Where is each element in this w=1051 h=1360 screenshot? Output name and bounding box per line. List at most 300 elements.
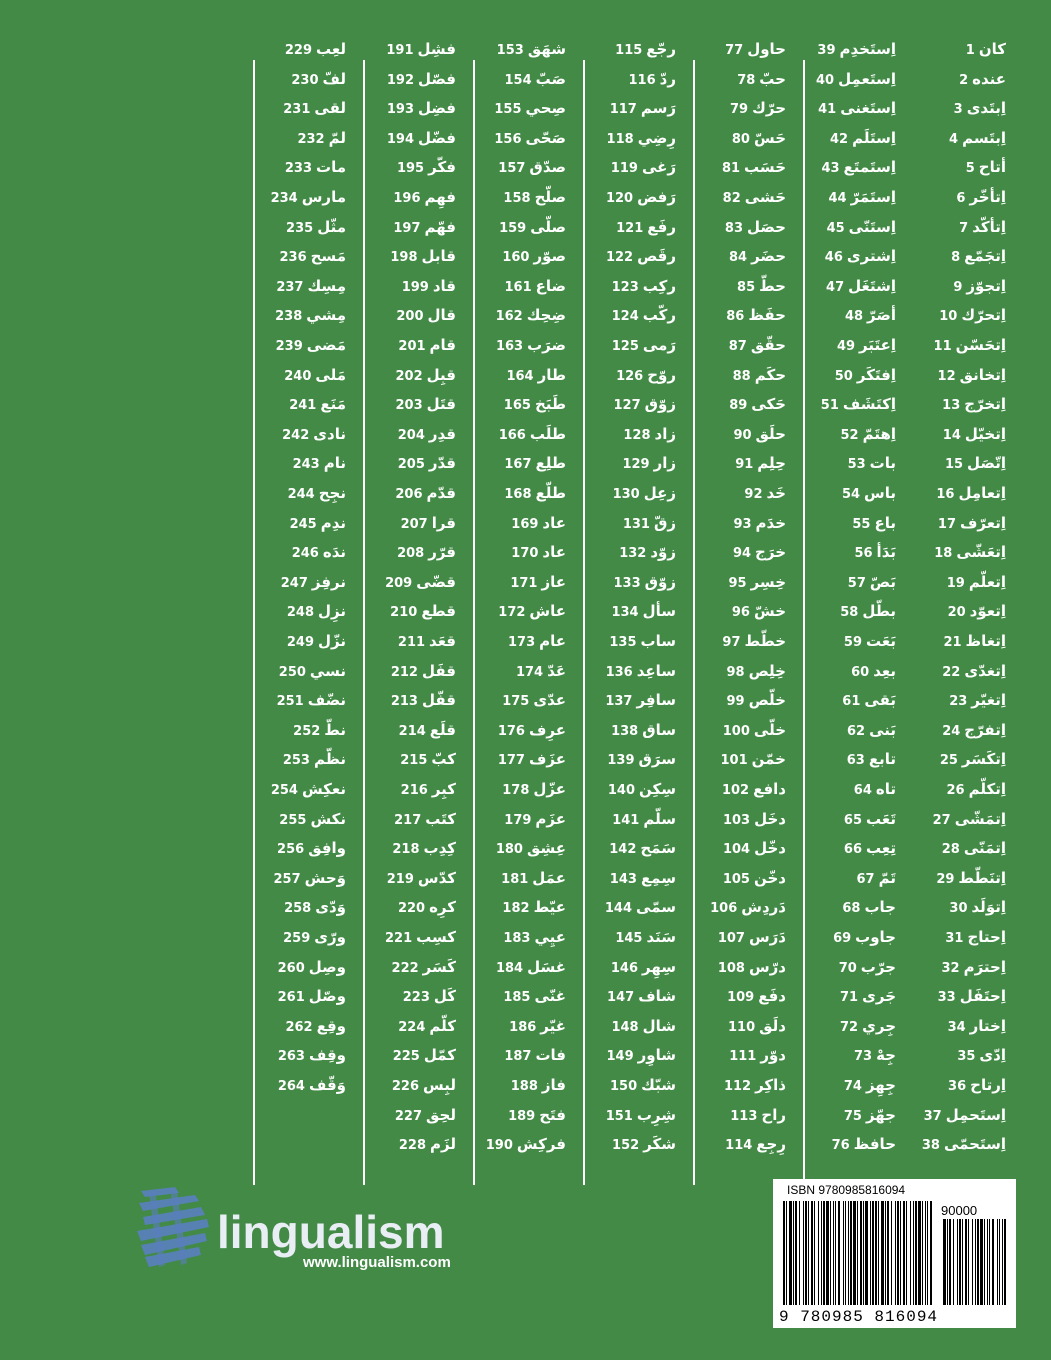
verb-entry bbox=[844, 1101, 896, 1129]
verb-word: اِتأكّد bbox=[972, 217, 1006, 236]
verb-number: 167 bbox=[504, 457, 532, 473]
verb-number: 88 bbox=[732, 368, 751, 384]
verb-entry bbox=[724, 1071, 786, 1099]
verb-number: 240 bbox=[284, 368, 312, 384]
verb-entry bbox=[837, 331, 896, 359]
verb-word: كلّم bbox=[429, 1016, 456, 1035]
verb-entry bbox=[623, 509, 676, 537]
verb-number: 100 bbox=[722, 723, 750, 739]
verb-entry bbox=[611, 716, 676, 744]
verb-entry bbox=[840, 597, 896, 625]
verb-word: اِتخرّج bbox=[964, 395, 1006, 414]
verb-word: غنّى bbox=[534, 987, 566, 1006]
verb-entry bbox=[840, 982, 896, 1010]
verb-number: 55 bbox=[852, 516, 871, 532]
verb-entry bbox=[285, 153, 346, 181]
verb-number: 174 bbox=[515, 664, 544, 680]
verb-number: 137 bbox=[605, 694, 633, 710]
verb-number: 211 bbox=[397, 635, 426, 650]
verb-entry bbox=[503, 982, 566, 1010]
verb-number: 219 bbox=[386, 871, 414, 887]
verb-word: باع bbox=[874, 513, 896, 532]
verb-word: سمّى bbox=[636, 898, 676, 917]
verb-entry bbox=[722, 627, 786, 655]
verb-word: نطّ bbox=[324, 720, 346, 739]
verb-word: فاز bbox=[541, 1076, 566, 1094]
verb-number: 110 bbox=[728, 1019, 756, 1035]
verb-word: وَقّف bbox=[308, 1076, 346, 1094]
verb-number: 149 bbox=[606, 1049, 634, 1065]
verb-number: 244 bbox=[287, 487, 315, 502]
verb-word: بات bbox=[869, 454, 896, 473]
verb-number: 11 bbox=[933, 339, 952, 354]
verb-number: 93 bbox=[733, 516, 752, 532]
verb-entry bbox=[613, 479, 676, 507]
verb-entry bbox=[396, 390, 456, 418]
verb-word: نزِل bbox=[318, 602, 346, 621]
verb-number: 232 bbox=[297, 131, 325, 147]
verb-number: 1 bbox=[965, 43, 975, 58]
verb-word: طلَب bbox=[529, 424, 566, 443]
verb-entry bbox=[398, 420, 456, 448]
verb-word: جهّز bbox=[865, 1105, 896, 1124]
verb-number: 249 bbox=[286, 635, 315, 650]
verb-word: اِتّصَل bbox=[967, 454, 1006, 473]
verb-word: عنده bbox=[972, 69, 1006, 88]
verb-entry bbox=[612, 331, 676, 359]
verb-number: 154 bbox=[504, 72, 532, 88]
verb-number: 223 bbox=[402, 990, 430, 1006]
verb-word: كدّس bbox=[417, 868, 456, 887]
verb-number: 118 bbox=[606, 131, 634, 147]
verb-number: 80 bbox=[731, 131, 750, 147]
verb-entry bbox=[938, 361, 1006, 389]
verb-number: 43 bbox=[821, 161, 840, 177]
verb-word: اِشترى bbox=[846, 247, 896, 266]
verb-entry bbox=[392, 1071, 456, 1099]
verb-entry bbox=[501, 864, 566, 892]
verb-word: اِتغيّر bbox=[971, 691, 1006, 710]
verb-entry bbox=[385, 923, 456, 951]
verb-number: 150 bbox=[610, 1079, 638, 1094]
verb-entry bbox=[829, 183, 897, 211]
verb-number: 114 bbox=[725, 1138, 753, 1154]
verb-number: 172 bbox=[498, 605, 526, 621]
verb-word: شهَق bbox=[527, 40, 566, 58]
verb-word: سِمِع bbox=[640, 868, 676, 887]
verb-number: 198 bbox=[390, 250, 418, 266]
verb-word: صَحّى bbox=[525, 128, 566, 147]
verb-word: اِستَحمِل bbox=[945, 1105, 1006, 1124]
verb-entry bbox=[938, 509, 1006, 537]
verb-entry bbox=[957, 1041, 1006, 1069]
verb-number: 7 bbox=[959, 220, 969, 236]
verb-number: 121 bbox=[616, 220, 644, 236]
verb-entry bbox=[504, 1041, 566, 1069]
verb-entry bbox=[842, 479, 896, 507]
verb-number: 99 bbox=[726, 694, 745, 710]
verb-entry bbox=[387, 94, 456, 122]
verb-word: عاد bbox=[542, 513, 566, 532]
verb-word: خدَم bbox=[755, 513, 786, 532]
verb-entry bbox=[848, 449, 896, 477]
verb-entry bbox=[502, 893, 566, 921]
verb-entry bbox=[392, 953, 456, 981]
verb-word: اِتمَشّى bbox=[954, 809, 1006, 828]
verb-number: 106 bbox=[710, 901, 738, 917]
verb-word: سِكِن bbox=[639, 780, 676, 798]
verb-word: صلّى bbox=[530, 217, 566, 236]
verb-number: 113 bbox=[730, 1108, 758, 1124]
verb-number: 67 bbox=[856, 871, 875, 887]
verb-number: 145 bbox=[615, 931, 643, 946]
verb-entry bbox=[494, 94, 566, 122]
verb-word: دَردِش bbox=[741, 898, 786, 917]
verb-number: 259 bbox=[283, 931, 311, 946]
verb-word: دَرَس bbox=[748, 928, 786, 946]
verb-entry bbox=[613, 568, 676, 596]
verb-number: 255 bbox=[279, 812, 307, 828]
verb-entry bbox=[511, 538, 566, 566]
verb-word: بَقى bbox=[864, 691, 896, 710]
verb-word: ساق bbox=[642, 720, 676, 739]
verb-entry bbox=[611, 953, 676, 981]
verb-entry bbox=[619, 538, 676, 566]
verb-number: 39 bbox=[817, 43, 836, 58]
verb-word: حرّك bbox=[752, 99, 786, 118]
verb-word: خلّص bbox=[748, 691, 786, 710]
verb-word: فات bbox=[535, 1046, 566, 1065]
verb-number: 142 bbox=[609, 842, 637, 858]
verb-number: 199 bbox=[401, 279, 429, 295]
verb-entry bbox=[387, 124, 456, 152]
verb-entry bbox=[289, 390, 346, 418]
verb-entry bbox=[732, 597, 786, 625]
verb-number: 204 bbox=[397, 427, 425, 443]
verb-entry bbox=[966, 153, 1006, 181]
verb-entry bbox=[511, 1071, 566, 1099]
verb-entry bbox=[398, 331, 456, 359]
verb-entry bbox=[727, 982, 786, 1010]
verb-entry bbox=[720, 745, 786, 773]
verb-entry bbox=[616, 361, 676, 389]
verb-number: 229 bbox=[284, 43, 313, 58]
verb-entry bbox=[825, 242, 896, 270]
verb-word: زار bbox=[653, 454, 676, 473]
verb-column bbox=[790, 30, 900, 1160]
verb-entry bbox=[725, 213, 786, 241]
verb-number: 144 bbox=[604, 901, 633, 917]
verb-word: اِحترَم bbox=[963, 957, 1006, 976]
verb-number: 166 bbox=[498, 427, 526, 443]
verb-number: 221 bbox=[384, 931, 413, 946]
verb-entry bbox=[609, 834, 676, 862]
verb-number: 85 bbox=[737, 279, 756, 295]
verb-entry bbox=[727, 657, 787, 685]
verb-word: زوّد bbox=[650, 543, 676, 562]
verb-number: 14 bbox=[942, 427, 961, 443]
verb-entry bbox=[277, 686, 346, 714]
verb-number: 105 bbox=[722, 871, 750, 887]
verb-word: ركِب bbox=[642, 276, 676, 295]
verb-number: 215 bbox=[400, 753, 428, 769]
verb-number: 263 bbox=[277, 1049, 305, 1065]
verb-number: 77 bbox=[725, 43, 744, 58]
verb-number: 47 bbox=[826, 279, 845, 295]
verb-number: 197 bbox=[393, 220, 421, 236]
verb-number: 41 bbox=[818, 102, 837, 118]
verb-entry bbox=[733, 420, 786, 448]
verb-entry bbox=[629, 65, 676, 93]
verb-word: عاز bbox=[541, 572, 566, 591]
verb-number: 54 bbox=[841, 487, 861, 502]
verb-number: 179 bbox=[504, 812, 532, 828]
verb-word: لزَم bbox=[430, 1135, 456, 1154]
verb-number: 52 bbox=[840, 427, 859, 443]
verb-word: كبِر bbox=[431, 780, 456, 798]
verb-word: لقى bbox=[314, 99, 346, 118]
verb-number: 116 bbox=[628, 72, 656, 88]
verb-number: 36 bbox=[948, 1079, 967, 1094]
verb-word: لبِس bbox=[423, 1076, 456, 1094]
verb-entry bbox=[623, 420, 676, 448]
verb-entry bbox=[504, 272, 566, 300]
barcode-digits: 9 780985 816094 bbox=[779, 1308, 939, 1326]
verb-number: 157 bbox=[498, 161, 526, 177]
verb-entry bbox=[857, 864, 897, 892]
verb-word: اِستَمتَع bbox=[843, 158, 896, 177]
verb-number: 252 bbox=[293, 723, 321, 739]
verb-word: قفَل bbox=[421, 661, 456, 680]
verb-word: اِتكَسَر bbox=[961, 750, 1006, 769]
verb-entry bbox=[387, 65, 456, 93]
verb-entry bbox=[297, 124, 346, 152]
verb-entry bbox=[725, 35, 786, 63]
verb-word: رِضِي bbox=[637, 128, 676, 147]
verb-number: 13 bbox=[942, 398, 961, 414]
verb-number: 82 bbox=[722, 191, 741, 206]
verb-number: 224 bbox=[398, 1019, 426, 1035]
verb-word: فكّر bbox=[428, 158, 456, 177]
verb-entry bbox=[945, 449, 1006, 477]
verb-number: 115 bbox=[615, 43, 643, 58]
verb-number: 236 bbox=[279, 250, 307, 266]
verb-entry bbox=[279, 242, 346, 270]
verb-word: ساعِد bbox=[636, 661, 676, 680]
verb-word: غسَل bbox=[527, 957, 566, 976]
verb-entry bbox=[948, 1012, 1006, 1040]
verb-entry bbox=[606, 242, 676, 270]
verb-entry bbox=[610, 94, 676, 122]
verb-number: 210 bbox=[390, 605, 418, 621]
verb-number: 59 bbox=[843, 635, 863, 650]
verb-entry bbox=[942, 390, 1006, 418]
verb-number: 234 bbox=[270, 191, 298, 206]
verb-entry bbox=[607, 982, 676, 1010]
verb-number: 74 bbox=[843, 1079, 862, 1094]
verb-word: صلّح bbox=[534, 188, 566, 206]
verb-entry bbox=[393, 183, 456, 211]
verb-number: 35 bbox=[957, 1049, 976, 1065]
verb-number: 212 bbox=[390, 664, 418, 680]
verb-number: 131 bbox=[622, 516, 650, 532]
verb-word: حبّ bbox=[759, 69, 786, 88]
verb-number: 23 bbox=[949, 694, 968, 710]
verb-word: شكَر bbox=[643, 1135, 676, 1154]
verb-entry bbox=[936, 479, 1006, 507]
verb-entry bbox=[285, 1012, 346, 1040]
verb-number: 81 bbox=[721, 161, 741, 177]
verb-number: 64 bbox=[853, 783, 872, 798]
verb-entry bbox=[502, 775, 566, 803]
verb-entry bbox=[606, 183, 676, 211]
verb-word: فهِم bbox=[424, 188, 456, 206]
verb-entry bbox=[951, 242, 1006, 270]
verb-word: اِشتَغَل bbox=[848, 276, 896, 295]
verb-entry bbox=[293, 716, 346, 744]
verb-number: 141 bbox=[612, 812, 640, 828]
verb-word: زوّق bbox=[644, 572, 676, 591]
verb-number: 44 bbox=[828, 191, 847, 206]
verb-entry bbox=[816, 65, 896, 93]
verb-entry bbox=[287, 597, 346, 625]
verb-word: اِبتَسم bbox=[962, 128, 1006, 147]
verb-word: اِتعوّد bbox=[969, 602, 1006, 621]
verb-word: خمّن bbox=[751, 750, 786, 769]
barcode-bars bbox=[783, 1201, 1008, 1309]
verb-number: 181 bbox=[501, 871, 529, 887]
verb-word: مِشي bbox=[306, 306, 346, 325]
verb-entry bbox=[737, 65, 786, 93]
verb-word: خَد bbox=[766, 484, 786, 502]
verb-number: 56 bbox=[854, 546, 873, 562]
verb-number: 125 bbox=[611, 339, 639, 354]
verb-entry bbox=[486, 1130, 566, 1158]
verb-entry bbox=[737, 272, 786, 300]
verb-number: 66 bbox=[843, 842, 863, 858]
verb-word: زاد bbox=[654, 424, 676, 443]
verb-number: 155 bbox=[494, 102, 522, 118]
verb-word: بَعَت bbox=[866, 632, 896, 650]
verb-number: 95 bbox=[728, 575, 747, 591]
verb-number: 190 bbox=[485, 1138, 513, 1154]
verb-number: 62 bbox=[846, 723, 866, 739]
verb-number: 261 bbox=[277, 990, 305, 1006]
verb-number: 17 bbox=[937, 516, 956, 532]
verb-word: شاوِر bbox=[637, 1046, 676, 1065]
verb-word: رَفض bbox=[637, 188, 676, 206]
verb-entry bbox=[817, 35, 896, 63]
verb-entry bbox=[615, 35, 676, 63]
verb-entry bbox=[499, 420, 566, 448]
verb-entry bbox=[504, 805, 566, 833]
verb-word: سَنَد bbox=[646, 928, 676, 946]
verb-word: عزّل bbox=[533, 780, 566, 798]
verb-entry bbox=[293, 449, 346, 477]
verb-word: ندِم bbox=[320, 513, 346, 532]
verb-entry bbox=[827, 213, 896, 241]
verb-word: اِستَحمّى bbox=[943, 1135, 1006, 1154]
price-code: 90000 bbox=[941, 1203, 978, 1218]
verb-word: اِتغاظ bbox=[965, 632, 1006, 650]
verb-entry bbox=[278, 1071, 346, 1099]
verb-word: وَدّى bbox=[315, 898, 346, 917]
verb-entry bbox=[499, 213, 566, 241]
verb-entry bbox=[398, 449, 456, 477]
verb-number: 177 bbox=[497, 753, 525, 769]
verb-number: 209 bbox=[385, 575, 413, 591]
verb-number: 12 bbox=[937, 368, 956, 384]
verb-word: حَسَب bbox=[744, 158, 786, 177]
verb-entry bbox=[287, 627, 346, 655]
verb-number: 235 bbox=[286, 220, 314, 236]
verb-entry bbox=[729, 390, 786, 418]
verb-entry bbox=[612, 1130, 676, 1158]
verb-word: تاه bbox=[875, 780, 896, 798]
verb-number: 78 bbox=[737, 72, 756, 88]
verb-number: 180 bbox=[495, 842, 523, 858]
verb-number: 143 bbox=[609, 871, 637, 887]
verb-entry bbox=[948, 597, 1006, 625]
verb-entry bbox=[498, 716, 566, 744]
verb-word: فتَح bbox=[539, 1105, 566, 1124]
verb-word: دوّر bbox=[760, 1046, 786, 1065]
verb-number: 6 bbox=[956, 191, 966, 206]
verb-entry bbox=[940, 745, 1006, 773]
verb-entry bbox=[398, 627, 456, 655]
verb-word: اِختار bbox=[969, 1016, 1006, 1035]
verb-word: قطع bbox=[421, 602, 456, 621]
verb-entry bbox=[922, 1130, 1006, 1158]
verb-number: 218 bbox=[392, 842, 420, 858]
verb-word: شِرِب bbox=[636, 1105, 676, 1124]
verb-entry bbox=[285, 35, 346, 63]
verb-number: 195 bbox=[396, 161, 425, 177]
verb-number: 205 bbox=[397, 457, 425, 473]
verb-number: 140 bbox=[607, 783, 636, 798]
verb-number: 102 bbox=[721, 783, 750, 798]
verb-entry bbox=[286, 213, 346, 241]
verb-word: عدّى bbox=[533, 691, 566, 710]
verb-entry bbox=[279, 657, 346, 685]
verb-word: حلَق bbox=[755, 424, 786, 443]
verb-entry bbox=[844, 627, 896, 655]
verb-number: 158 bbox=[503, 191, 531, 206]
verb-entry bbox=[506, 361, 566, 389]
verb-entry bbox=[396, 361, 456, 389]
verb-number: 50 bbox=[834, 368, 853, 384]
verb-entry bbox=[606, 1101, 676, 1129]
verb-number: 159 bbox=[499, 220, 527, 236]
verb-number: 258 bbox=[284, 901, 312, 917]
verb-entry bbox=[924, 1101, 1006, 1129]
verb-word: اِتعلّم bbox=[968, 572, 1006, 591]
verb-word: زقّ bbox=[653, 513, 676, 532]
verb-word: كَسَر bbox=[422, 957, 456, 976]
verb-word: نرفِز bbox=[311, 572, 346, 591]
verb-word: كِدِب bbox=[423, 839, 456, 858]
verb-word: رَسم bbox=[640, 99, 676, 118]
verb-number: 72 bbox=[840, 1019, 859, 1035]
verb-entry bbox=[290, 509, 346, 537]
verb-entry bbox=[498, 745, 566, 773]
verb-word: رفَع bbox=[647, 217, 676, 236]
verb-entry bbox=[393, 213, 456, 241]
verb-entry bbox=[288, 479, 346, 507]
verb-number: 206 bbox=[395, 487, 423, 502]
verb-column bbox=[460, 30, 570, 1160]
column-separator bbox=[253, 60, 255, 1185]
